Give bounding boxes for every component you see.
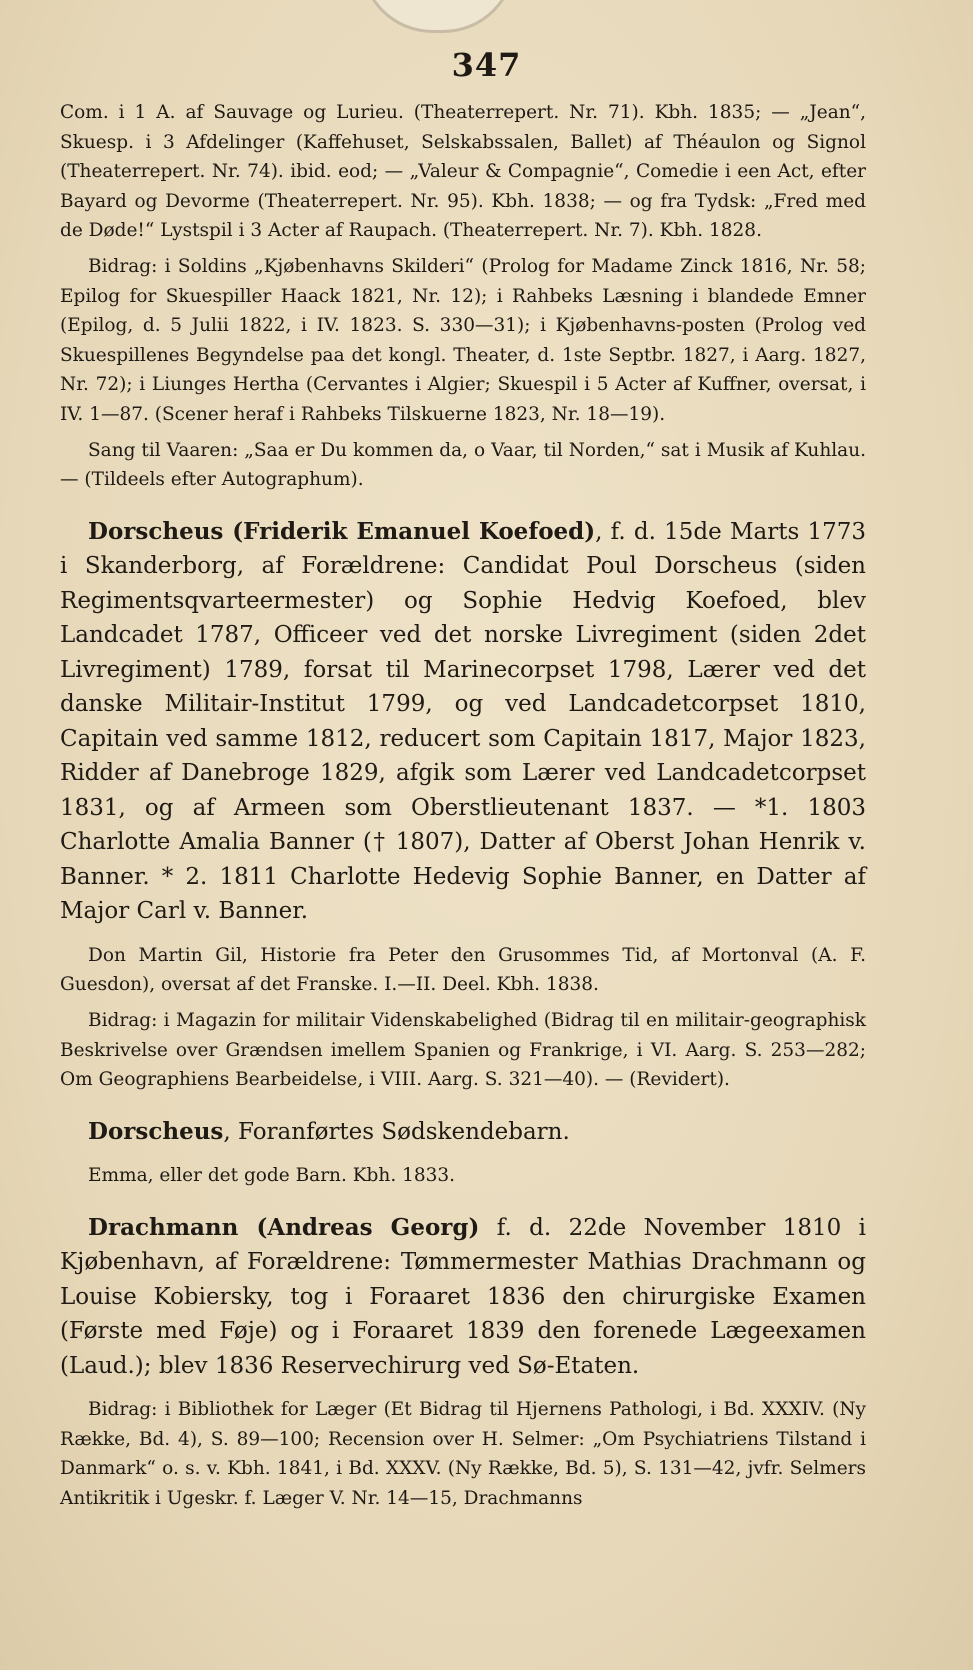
entry-heading: Dorscheus (Friderik Emanuel Koefoed) [88,517,596,545]
paragraph-text: Bidrag: i Soldins „Kjøbenhavns Skilderi“ (Prolog for Madame Zinck 1816, Nr. 58; Epilog for Skuespiller Haack 1821, Nr. 12); i Rahbeks Læsning i blandede Emner (Epilog, d. 5 Julii 1822, i IV. 1823. S. 330—31); i Kjøbenhavns-posten (Prolog ved Skuespillenes Begyndelse paa det kongl. Theater, d. 1ste Septbr. 1827, i Aarg. 1827, Nr. 72); i Liunges Hertha (Cervantes i Algier; Skuespil i 5 Acter af Kuffner, oversat, i IV. 1—87. (Scener heraf i Rahbeks Tilskuerne 1823, Nr. 18—19). [60,255,866,425]
page-number: 347 [451,46,522,84]
paragraph-text: f. d. 22de November 1810 i Kjøbenhavn, af Forældrene: Tømmermester Mathias Drachmann og Louise Kobiersky, tog i Foraaret 1836 den chirurgiske Examen (Første med Føje) og i Foraaret 1839 den forenede Lægeexamen (Laud.); blev 1836 Reservechirurg ved Sø-Etaten. [60,1214,866,1379]
entry-heading: Drachmann (Andreas Georg) [88,1213,480,1241]
page-body [60,98,866,1514]
page-edge-mark [360,0,516,33]
paragraph-text: Emma, eller det gode Barn. Kbh. 1833. [88,1165,456,1187]
text-paragraph [60,1395,866,1513]
paragraph-text: Sang til Vaaren: „Saa er Du kommen da, o Vaar, til Norden,“ sat i Musik af Kuhlau. — (Tildeels efter Autographum). [60,439,866,491]
paragraph-text: Don Martin Gil, Historie fra Peter den Grusommes Tid, af Mortonval (A. F. Guesdon), oversat af det Franske. I.—II. Deel. Kbh. 1838. [60,944,866,996]
text-paragraph [60,436,866,495]
entry-paragraph [60,1211,866,1384]
text-paragraph [60,1161,866,1191]
paragraph-text: Bidrag: i Bibliothek for Læger (Et Bidrag til Hjernens Pathologi, i Bd. XXXIV. (Ny Række, Bd. 4), S. 89—100; Recension over H. Selmer: „Om Psychiatriens Tilstand i Danmark“ o. s. v. Kbh. 1841, i Bd. XXXV. (Ny Række, Bd. 5), S. 131—42, jvfr. Selmers Antikritik i Ugeskr. f. Læger V. Nr. 14—15, Drachmanns [60,1399,866,1510]
text-paragraph [60,98,866,246]
entry-paragraph [60,1115,866,1150]
paragraph-text: Com. i 1 A. af Sauvage og Lurieu. (Theaterrepert. Nr. 71). Kbh. 1835; — „Jean“, Skuesp. i 3 Afdelinger (Kaffehuset, Selskabssalen, Ballet) af Théaulon og Signol (Theaterrepert. Nr. 74). ibid. eod; — „Valeur & Compagnie“, Comedie i een Act, efter Bayard og Devorme (Theaterrepert. Nr. 95). Kbh. 1838; — og fra Tydsk: „Fred med de Døde!“ Lystspil i 3 Acter af Raupach. (Theaterrepert. Nr. 7). Kbh. 1828. [60,102,866,242]
paragraph-text: , Foranførtes Sødskendebarn. [223,1118,570,1145]
entry-paragraph [60,515,866,929]
entry-heading: Dorscheus [88,1117,224,1145]
text-paragraph [60,1006,866,1095]
paragraph-text: Bidrag: i Magazin for militair Videnskabelighed (Bidrag til en militair-geographisk Beskrivelse over Grændsen imellem Spanien og Frankrige, i VI. Aarg. S. 253—282; Om Geographiens Bearbeidelse, i VIII. Aarg. S. 321—40). — (Revidert). [60,1009,866,1091]
text-paragraph [60,941,866,1000]
paragraph-text: , f. d. 15de Marts 1773 i Skanderborg, af Forældrene: Candidat Poul Dorscheus (siden Regimentsqvarteermester) og Sophie Hedvig Koefoed, blev Landcadet 1787, Officeer ved det norske Livregiment (siden 2det Livregiment) 1789, forsat til Marinecorpset 1798, Lærer ved det danske Militair-Institut 1799, og ved Landcadetcorpset 1810, Capitain ved samme 1812, reducert som Capitain 1817, Major 1823, Ridder af Danebroge 1829, afgik som Lærer ved Landcadetcorpset 1831, og af Armeen som Oberstlieutenant 1837. — *1. 1803 Charlotte Amalia Banner († 1807), Datter af Oberst Johan Henrik v. Banner. * 2. 1811 Charlotte Hedevig Sophie Banner, en Datter af Major Carl v. Banner. [60,518,866,925]
text-paragraph [60,252,866,430]
